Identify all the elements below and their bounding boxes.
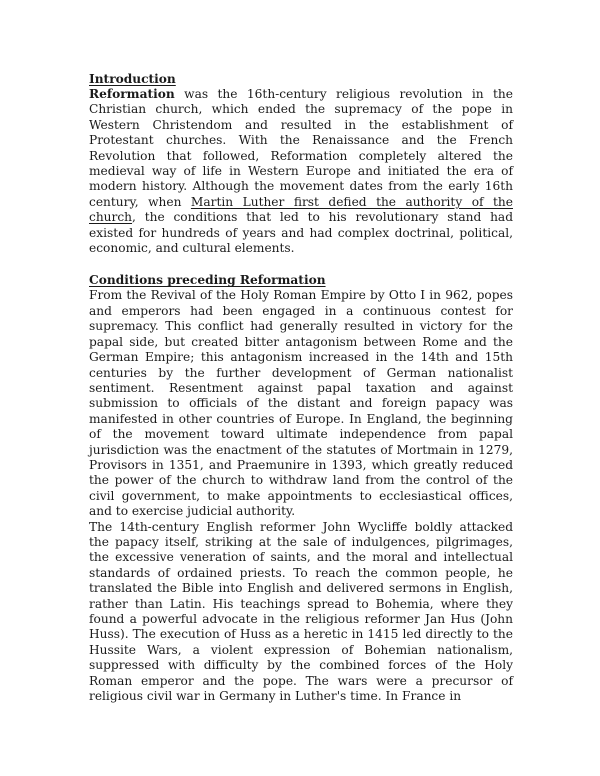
reformation-term: Reformation xyxy=(89,87,175,101)
introduction-paragraph xyxy=(89,87,513,256)
intro-text-part-1: was the 16th-century religious revolution in the Christian church, which ended the supremacy of the pope in Western Christendom and resulted in the establishment of Protestant churches. With the Renaissance and the French Revolution that followed, Reformation completely altered the medieval way of life in Western Europe and initiated the era of modern history. Although the movement dates from the early 16th century, when xyxy=(89,87,513,209)
luther-defiance-underlined-phrase: Martin Luther first defied the authority of the church xyxy=(89,194,513,225)
conditions-heading: Conditions preceding Reformation xyxy=(89,273,326,288)
introduction-heading: Introduction xyxy=(89,72,176,86)
conditions-paragraph-1: From the Revival of the Holy Roman Empire by Otto I in 962, popes and emperors had been engaged in a continuous contest for supremacy. This conflict had generally resulted in victory for the papal side, but created bitter antagonism between Rome and the German Empire; this antagonism increased in the 14th and 15th centuries by the further development of German nationalist sentiment. Resentment against papal taxation and against submission to officials of the distant and foreign papacy was manifested in other countries of Europe. In England, the beginning of the movement toward ultimate independence from papal jurisdiction was the enactment of the statutes of Mortmain in 1279, Provisors in 1351, and Praemunire in 1393, which greatly reduced the power of the church to withdraw land from the control of the civil government, to make appointments to ecclesiastical offices, and to exercise judicial authority. xyxy=(89,288,513,519)
conditions-paragraph-2: The 14th-century English reformer John Wycliffe boldly attacked the papacy itself, striking at the sale of indulgences, pilgrimages, the excessive veneration of saints, and the moral and intellectual standards of ordained priests. To reach the common people, he translated the Bible into English and delivered sermons in English, rather than Latin. His teachings spread to Bohemia, where they found a powerful advocate in the religious reformer Jan Hus (John Huss). The execution of Huss as a heretic in 1415 led directly to the Hussite Wars, a violent expression of Bohemian nationalism, suppressed with difficulty by the combined forces of the Holy Roman emperor and the pope. The wars were a precursor of religious civil war in Germany in Luther's time. In France in xyxy=(89,519,513,704)
intro-text-part-2: , the conditions that led to his revolutionary stand had existed for hundreds of years and had complex doctrinal, political, economic, and cultural elements. xyxy=(89,210,513,256)
